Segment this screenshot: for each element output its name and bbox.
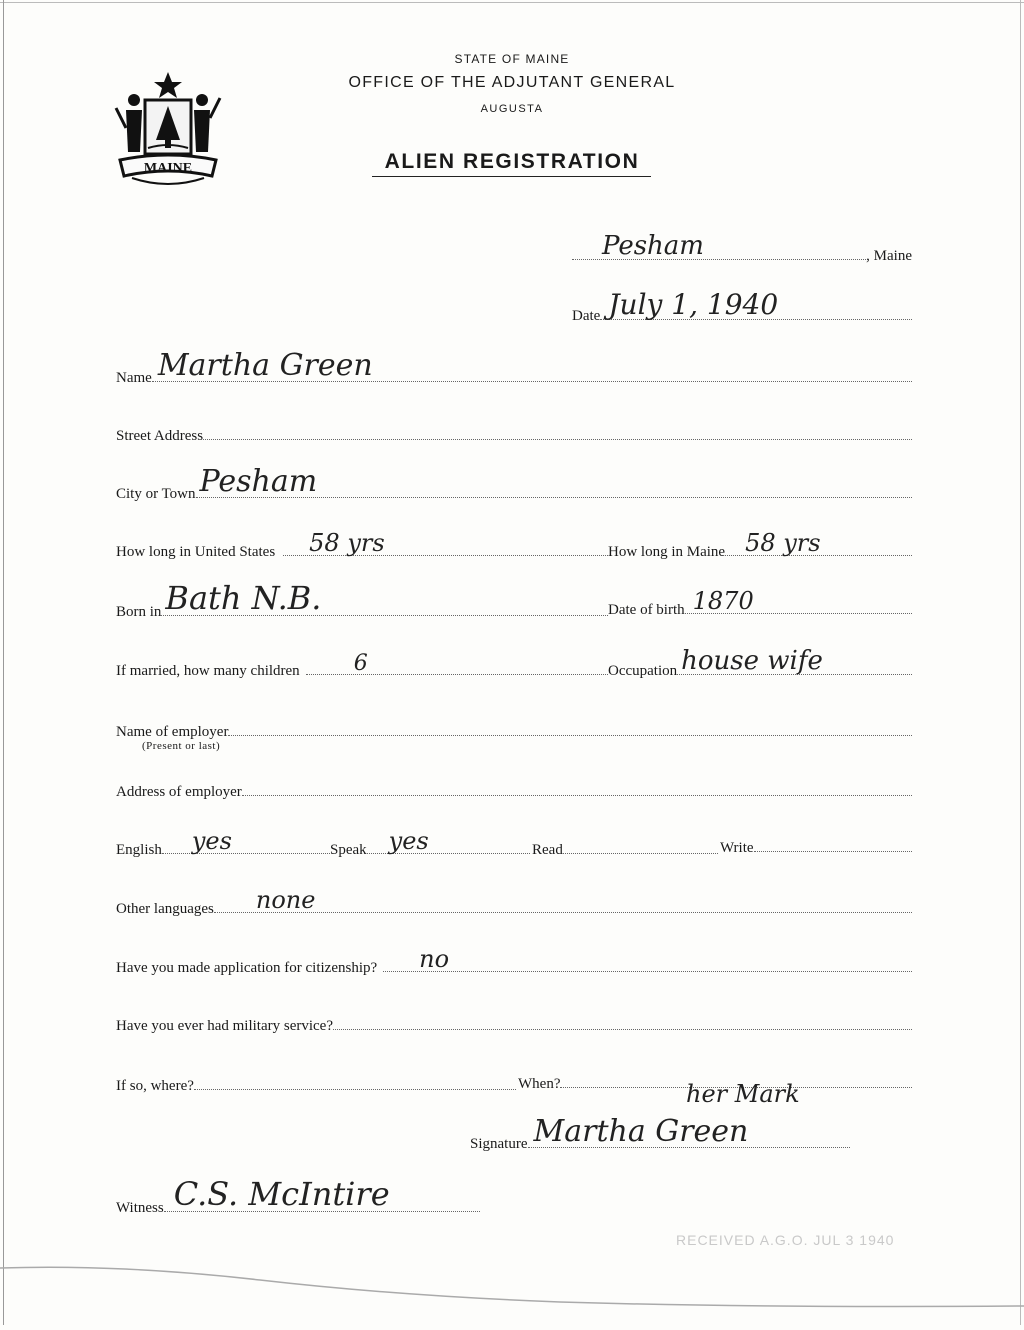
english-value: yes [191,827,232,855]
in-us-label: How long in United States [116,544,276,560]
page-edge-top [0,2,1024,3]
signature-row [470,1114,850,1152]
witness-label: Witness [116,1200,164,1216]
date-field[interactable] [600,288,912,321]
born-in-row [116,579,608,620]
birth-label: Date of birth [608,602,685,618]
speak-value: yes [388,827,429,855]
street-label: Street Address [116,428,204,444]
name-label: Name [116,370,152,386]
date-value: July 1, 1940 [608,288,779,321]
born-in-value: Bath N.B. [165,579,322,617]
children-field[interactable] [306,651,608,676]
city-field[interactable] [196,464,912,499]
city-row [116,464,912,502]
citizenship-field[interactable] [383,945,912,973]
speak-field[interactable] [367,827,530,855]
page-curl [0,1262,1024,1325]
other-languages-field[interactable] [214,886,912,914]
street-field[interactable] [203,439,912,440]
employer-address-field[interactable] [242,795,912,796]
occupation-row [608,646,912,679]
name-row [116,348,912,386]
birth-field[interactable] [685,587,912,615]
employer-field[interactable] [228,735,912,736]
signature-label: Signature [470,1136,528,1152]
location-row [572,231,912,264]
witness-row [116,1175,480,1216]
in-us-field[interactable] [283,529,608,557]
location-field[interactable] [572,231,866,261]
other-languages-row [116,886,912,917]
signature-value: Martha Green [533,1114,749,1149]
where-field[interactable] [194,1089,516,1090]
children-label: If married, how many children [116,663,300,679]
english-label: English [116,842,162,858]
when-label: When? [518,1076,561,1092]
where-row [116,1070,516,1094]
military-field[interactable] [333,1029,912,1030]
name-field[interactable] [152,348,912,383]
street-row [116,420,912,444]
header-city: AUGUSTA [480,103,544,115]
where-label: If so, where? [116,1078,194,1094]
in-us-value: 58 yrs [309,529,385,557]
birth-value: 1870 [692,587,754,615]
other-languages-value: none [255,886,316,914]
employer-address-row [116,776,912,800]
received-stamp: RECEIVED A.G.O. JUL 3 1940 [676,1232,895,1248]
born-in-field[interactable] [161,579,608,617]
page-edge-right [1020,0,1021,1325]
occupation-label: Occupation [608,663,678,679]
witness-field[interactable] [164,1175,480,1213]
speak-row [330,827,530,858]
date-label: Date [572,308,601,324]
in-maine-label: How long in Maine [608,544,726,560]
seal-banner-text: MAINE [143,161,193,176]
employer-label: Name of employer [116,724,229,740]
title-underline [372,176,651,177]
in-us-row [116,529,608,560]
page-edge-left [3,0,4,1325]
citizenship-value: no [419,945,450,973]
signature-field[interactable] [528,1114,851,1149]
speak-label: Speak [330,842,367,858]
city-value: Pesham [199,464,318,499]
occupation-field[interactable] [677,646,912,676]
other-languages-label: Other languages [116,901,214,917]
occupation-value: house wife [681,646,823,676]
location-value: Pesham [602,231,704,261]
write-row [720,832,912,856]
employer-address-label: Address of employer [116,784,242,800]
in-maine-value: 58 yrs [745,529,821,557]
children-row [116,651,608,679]
signature-annotation: her Mark [686,1080,800,1108]
english-row [116,827,330,858]
write-field[interactable] [754,851,912,852]
employer-sublabel: (Present or last) [142,740,221,752]
header-office: OFFICE OF THE ADJUTANT GENERAL [348,74,676,91]
date-row [572,288,912,324]
in-maine-row [608,529,912,560]
born-in-label: Born in [116,604,162,620]
write-label: Write [720,840,754,856]
page-title: ALIEN REGISTRATION [384,150,640,173]
read-label: Read [532,842,563,858]
city-label: City or Town [116,486,196,502]
in-maine-field[interactable] [725,529,912,557]
military-label: Have you ever had military service? [116,1018,333,1034]
witness-value: C.S. McIntire [173,1175,390,1213]
children-value: 6 [353,651,368,676]
header-state: STATE OF MAINE [454,52,570,66]
name-value: Martha Green [157,348,373,383]
read-row [532,834,718,858]
read-field[interactable] [563,853,718,854]
location-suffix: , Maine [866,248,912,264]
employer-row [116,716,912,740]
citizenship-row [116,945,912,976]
citizenship-label: Have you made application for citizenship? [116,960,378,976]
english-field[interactable] [162,827,330,855]
military-row [116,1010,912,1034]
birth-row [608,587,912,618]
